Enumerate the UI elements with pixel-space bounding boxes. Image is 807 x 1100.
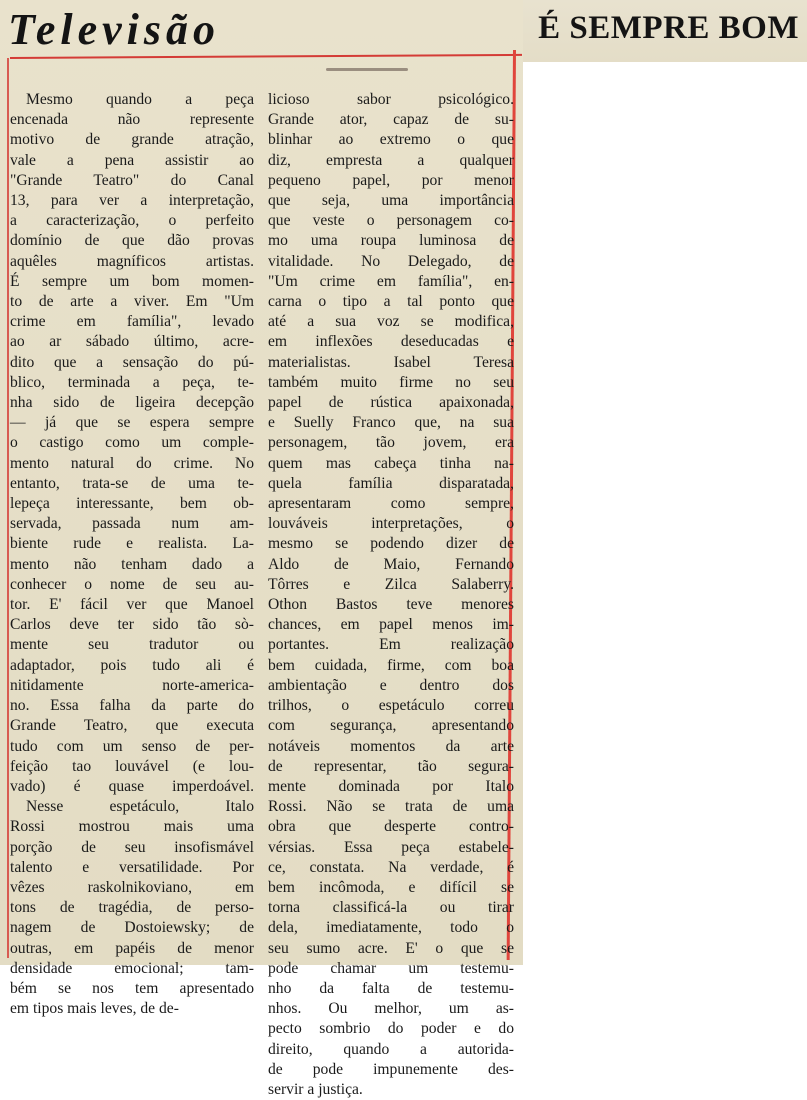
staple-mark <box>326 68 408 71</box>
article-line: servada, passada num am- <box>10 515 254 533</box>
article-line: seu sumo acre. E' o que se <box>268 939 514 957</box>
article-line: Tôrres e Zilca Salaberry. <box>268 575 514 593</box>
article-line: vitalidade. No Delegado, de <box>268 252 514 270</box>
article-line: no. Essa falha da parte do <box>10 697 254 715</box>
article-line: vale a pena assistir ao <box>10 151 254 169</box>
article-line: Mesmo quando a peça <box>26 91 254 108</box>
article-line: dela, imediatamente, todo o <box>268 919 514 937</box>
article-line: papel de rústica apaixonada, <box>268 394 514 412</box>
article-line: materialistas. Isabel Teresa <box>268 353 514 371</box>
article-line: domínio de que dão provas <box>10 232 254 250</box>
article-line: 13, para ver a interpretação, <box>10 192 254 210</box>
article-line: quela família disparatada, <box>268 474 514 492</box>
article-line: nitidamente norte-america- <box>10 676 254 694</box>
article-line: adaptador, pois tudo ali é <box>10 656 254 674</box>
article-line: Aldo de Maio, Fernando <box>268 555 514 573</box>
article-line: mento não tenham dado a <box>10 555 254 573</box>
article-line: biente rude e realista. La- <box>10 535 254 553</box>
article-line: Carlos deve ter sido tão sò- <box>10 616 254 634</box>
article-line: de representar, tão segura- <box>268 757 514 775</box>
article-line: tor. E' fácil ver que Manoel <box>10 596 254 614</box>
article-line: mo uma roupa luminosa de <box>268 232 514 250</box>
article-line: Grande Teatro, que executa <box>10 717 254 735</box>
article-line: em inflexões deseducadas e <box>268 333 514 351</box>
article-line: Rossi. Não se trata de uma <box>268 798 514 816</box>
article-line: vêzes raskolnikoviano, em <box>10 878 254 896</box>
article-line: pecto sombrio do poder e do <box>268 1020 514 1038</box>
article-line: tons de tragédia, de perso- <box>10 899 254 917</box>
article-line: apresentaram como sempre, <box>268 495 514 513</box>
article-line: Nesse espetáculo, Italo <box>26 798 254 816</box>
article-line: Othon Bastos teve menores <box>268 596 514 614</box>
article-line: lepeça interessante, bem ob- <box>10 495 254 513</box>
article-line: entanto, trata-se de uma te- <box>10 474 254 492</box>
article-line: também muito firme no seu <box>268 373 514 391</box>
article-line: personagem, tão jovem, era <box>268 434 514 452</box>
article-line: que veste o personagem co- <box>268 212 514 230</box>
article-line: crime em família", levado <box>10 313 254 331</box>
article-line: feição tao louvável (e lou- <box>10 757 254 775</box>
article-line: direito, quando a autorida- <box>268 1040 514 1058</box>
article-line: blinhar ao extremo o que <box>268 131 514 149</box>
article-line: densidade emocional; tam- <box>10 959 254 977</box>
article-line: torna classificá-la ou tirar <box>268 899 514 917</box>
article-line: e Suelly Franco que, na sua <box>268 414 514 432</box>
article-line: bem cuidada, firme, com boa <box>268 656 514 674</box>
article-line: — já que se espera sempre <box>10 414 254 432</box>
article-line: mesmo se podendo dizer de <box>268 535 514 553</box>
article-line: a caracterização, o perfeito <box>10 212 254 230</box>
article-line: o castigo como um comple- <box>10 434 254 452</box>
article-line: chances, em papel menos im- <box>268 616 514 634</box>
article-line: ambientação e dentro dos <box>268 676 514 694</box>
article-line: até a sua voz se modifica, <box>268 313 514 331</box>
article-line: louváveis interpretações, o <box>268 515 514 533</box>
article-line: nha sido de ligeira decepção <box>10 394 254 412</box>
article-line: servir a justiça. <box>268 1080 363 1098</box>
article-line: mente dominada por Italo <box>268 777 514 795</box>
article-line: com segurança, apresentando <box>268 717 514 735</box>
article-line: que seja, uma importância <box>268 192 514 210</box>
article-line: bém se nos tem apresentado <box>10 979 254 997</box>
article-line: trilhos, o espetáculo correu <box>268 697 514 715</box>
article-line: "Um crime em família", en- <box>268 272 514 290</box>
article-line: bem incômoda, e difícil se <box>268 878 514 896</box>
article-line: blico, terminada a peça, te- <box>10 373 254 391</box>
article-line: quem mas cabeça tinha na- <box>268 454 514 472</box>
article-line: mente seu tradutor ou <box>10 636 254 654</box>
article-line: Rossi mostrou mais uma <box>10 818 254 836</box>
article-line: notáveis momentos da arte <box>268 737 514 755</box>
article-line: em tipos mais leves, de de- <box>10 1000 179 1018</box>
article-line: obra que desperte contro- <box>268 818 514 836</box>
red-marker-line-left <box>7 58 9 958</box>
article-line: "Grande Teatro" do Canal <box>10 171 254 189</box>
article-line: de pode impunemente des- <box>268 1060 514 1078</box>
article-line: outras, em papéis de menor <box>10 939 254 957</box>
article-headline: É SEMPRE BOM <box>538 10 799 46</box>
article-line: portantes. Em realização <box>268 636 514 654</box>
article-line: tudo com um senso de per- <box>10 737 254 755</box>
article-line: vérsias. Essa peça estabele- <box>268 838 514 856</box>
article-line: Grande ator, capaz de su- <box>268 111 514 129</box>
article-line: motivo de grande atração, <box>10 131 254 149</box>
article-line: mento natural do crime. No <box>10 454 254 472</box>
article-line: carna o tipo a tal ponto que <box>268 293 514 311</box>
article-line: porção de seu insofismável <box>10 838 254 856</box>
article-line: talento e versatilidade. Por <box>10 858 254 876</box>
article-line: ce, constata. Na verdade, é <box>268 858 514 876</box>
article-line: pode chamar um testemu- <box>268 959 514 977</box>
article-line: licioso sabor psicológico. <box>268 91 514 108</box>
article-line: ao ar sábado último, acre- <box>10 333 254 351</box>
article-line: to de arte a viver. Em "Um <box>10 293 254 311</box>
article-column-left <box>10 90 254 1019</box>
article-line: dito que a sensação do pú- <box>10 353 254 371</box>
article-line: nagem de Dostoiewsky; de <box>10 919 254 937</box>
article-line: aquêles magníficos artistas. <box>10 252 254 270</box>
article-line: nho da falta de testemu- <box>268 979 514 997</box>
article-line: nhos. Ou melhor, um as- <box>268 1000 514 1018</box>
article-line: É sempre um bom momen- <box>10 272 254 290</box>
article-line: encenada não represente <box>10 111 254 129</box>
article-line: conhecer o nome de seu au- <box>10 575 254 593</box>
article-line: pequeno papel, por menor <box>268 171 514 189</box>
section-title: Televisão <box>8 5 220 54</box>
article-line: vado) é quase imperdoável. <box>10 777 254 795</box>
article-column-right <box>268 90 514 1100</box>
article-line: diz, empresta a qualquer <box>268 151 514 169</box>
